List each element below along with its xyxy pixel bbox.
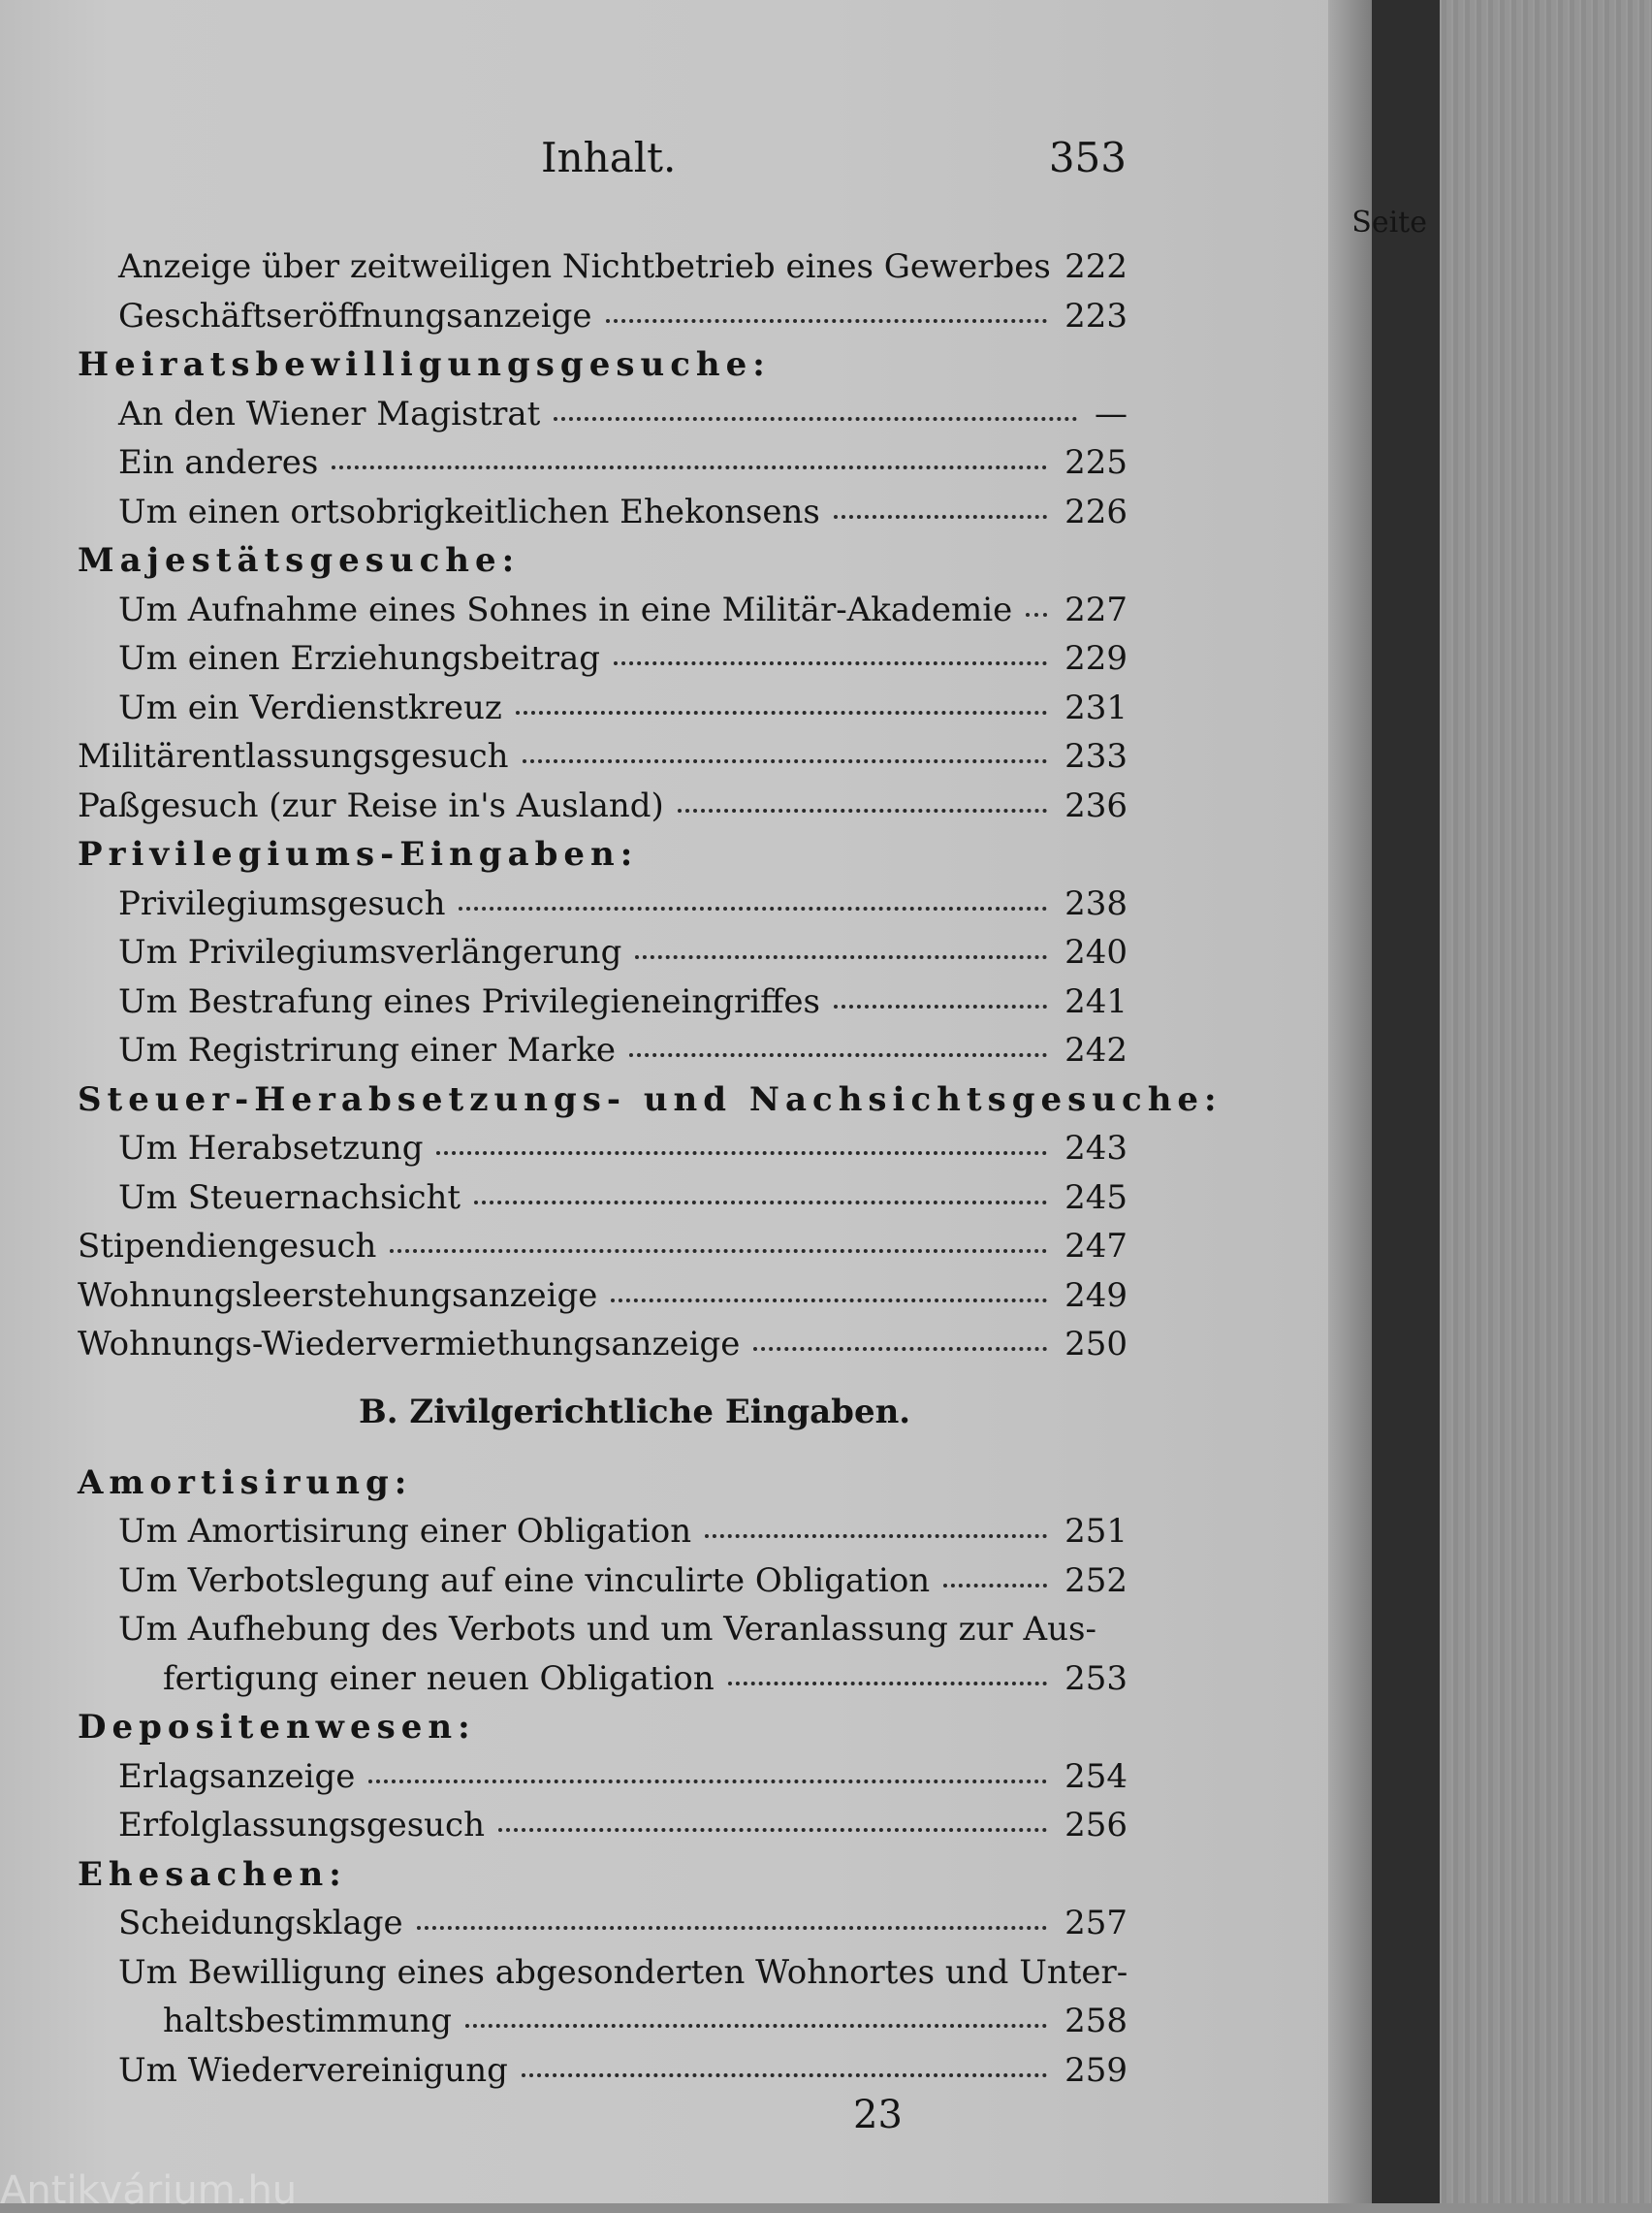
toc-page-number: 251: [1064, 1512, 1128, 1551]
dot-leader: [390, 1204, 1047, 1253]
toc-page-number: 247: [1064, 1227, 1128, 1266]
toc-entry-text: Scheidungsklage: [118, 1904, 403, 1942]
dot-leader: [332, 421, 1047, 469]
toc-page-number: 249: [1064, 1275, 1128, 1315]
toc-entry: [0, 292, 1352, 341]
watermark: Antikvárium.hu: [0, 2168, 298, 2213]
dot-leader: [728, 1637, 1047, 1685]
toc-entry: [0, 1026, 1352, 1075]
dot-leader: [753, 1302, 1047, 1351]
toc-entry-text: fertigung einer neuen Obligation: [163, 1658, 715, 1698]
toc-entry-text: Privilegiums-Eingaben:: [78, 835, 639, 874]
page-column-label: Seite: [1351, 206, 1427, 240]
toc-entry: [0, 1271, 1352, 1321]
dot-leader: [516, 666, 1047, 715]
page-header: [0, 134, 1352, 192]
toc-entry-text: Heiratsbewilligungsgesuche:: [78, 345, 771, 384]
section-heading: [0, 1369, 1352, 1459]
dot-leader: [523, 715, 1048, 763]
dot-leader: [606, 274, 1048, 323]
toc-page-number: 253: [1064, 1658, 1128, 1698]
toc-entry: [0, 1899, 1352, 1948]
toc-entry: [0, 1320, 1352, 1369]
toc-page-number: 245: [1064, 1177, 1128, 1217]
toc-entry-text: Um Registrirung einer Marke: [118, 1031, 617, 1070]
toc-entry: [0, 1556, 1352, 1606]
toc-entry-text: Um Aufnahme eines Sohnes in eine Militär-Akademie: [118, 590, 1013, 629]
toc-entry: [0, 928, 1352, 978]
toc-entry-text: Um Privilegiumsverlängerung: [118, 933, 622, 972]
dot-leader: [417, 1881, 1047, 1930]
toc-entry-text: Ein anderes: [118, 443, 319, 482]
toc-entry-text: Erfolglassungsgesuch: [118, 1806, 485, 1844]
dot-leader: [834, 470, 1047, 519]
toc-entry-text: Erlagsanzeige: [118, 1756, 356, 1796]
toc-entry-text: Steuer-Herabsetzungs- und Nachsichtsgesuche:: [78, 1079, 1223, 1119]
toc-page-number: 231: [1064, 688, 1128, 727]
dot-leader: [522, 2029, 1047, 2077]
toc-entry: [0, 1507, 1352, 1556]
toc-entry-text: Um Herabsetzung: [118, 1129, 424, 1168]
toc-category: [0, 536, 1352, 586]
toc-entry: [0, 1605, 1352, 1654]
toc-entry-text: Um Bestrafung eines Privilegieneingriffes: [118, 981, 820, 1021]
toc-entry: [0, 1654, 1352, 1704]
toc-entry-text: An den Wiener Magistrat: [118, 394, 541, 433]
dot-leader: [705, 1490, 1047, 1538]
toc-page-number: 256: [1064, 1806, 1128, 1844]
dot-leader: [498, 1783, 1047, 1832]
toc-page-number: 227: [1064, 590, 1128, 629]
toc-entry: [0, 782, 1352, 831]
toc-page-number: 229: [1064, 639, 1128, 678]
dot-leader: [436, 1106, 1047, 1155]
toc-entry-text: Wohnungs-Wiedervermiethungsanzeige: [78, 1325, 741, 1363]
dot-leader: [611, 1254, 1047, 1302]
toc-page-number: 240: [1064, 933, 1128, 972]
page-number: 353: [1048, 134, 1127, 181]
toc-entry-text: Ehesachen:: [78, 1854, 347, 1894]
toc-page-number: 236: [1064, 786, 1128, 825]
toc-page-number: 222: [1064, 247, 1128, 286]
toc-page-number: 242: [1064, 1031, 1128, 1070]
toc-page-number: 238: [1064, 883, 1128, 923]
toc-page-number: 250: [1064, 1325, 1128, 1363]
toc-entry-text: Anzeige über zeitweiligen Nichtbetrieb eines Gewerbes: [118, 247, 1051, 286]
toc-entry-text: Um ein Verdienstkreuz: [118, 688, 502, 727]
toc-page-number: 225: [1064, 443, 1128, 482]
table-of-contents: [0, 242, 1352, 2095]
toc-entry: [0, 732, 1352, 782]
toc-page-number: 223: [1064, 296, 1128, 336]
toc-page-number: 233: [1064, 737, 1128, 776]
toc-entry-text: Um Bewilligung eines abgesonderten Wohnortes und Unter-: [118, 1952, 1128, 1992]
toc-entry: [0, 438, 1352, 488]
toc-entry: [0, 1801, 1352, 1850]
toc-entry-text: Um einen Erziehungsbeitrag: [118, 639, 601, 678]
toc-entry-text: Wohnungsleerstehungsanzeige: [78, 1275, 598, 1315]
toc-page-number: 243: [1064, 1129, 1128, 1168]
dot-leader: [459, 862, 1047, 911]
toc-page-number: 252: [1064, 1560, 1128, 1600]
toc-entry-text: Depositenwesen:: [78, 1708, 476, 1747]
dot-leader: [943, 1539, 1047, 1588]
dot-leader: [474, 1156, 1047, 1204]
toc-page-number: 226: [1064, 492, 1128, 531]
toc-entry-text: Stipendiengesuch: [78, 1227, 377, 1266]
toc-entry-text: Majestätsgesuche:: [78, 541, 521, 580]
toc-entry-text: Um Wiedervereinigung: [118, 2050, 508, 2090]
toc-list-section-a: [0, 242, 1352, 1369]
toc-entry-text: Privilegiumsgesuch: [118, 883, 446, 923]
background-surface: [1440, 0, 1652, 2203]
dot-leader: [368, 1735, 1047, 1783]
toc-page-number: 259: [1064, 2050, 1128, 2090]
page-title: Inhalt.: [541, 134, 677, 181]
toc-entry-text: Um einen ortsobrigkeitlichen Ehekonsens: [118, 492, 820, 531]
toc-entry: [0, 2046, 1352, 2096]
book-binding: [1372, 0, 1440, 2203]
dot-leader: [635, 911, 1047, 959]
toc-entry: [0, 488, 1352, 537]
dot-leader: [629, 1009, 1047, 1057]
toc-entry-text: Um Steuernachsicht: [118, 1177, 461, 1217]
toc-entry-text: Um Aufhebung des Verbots und um Veranlassung zur Aus-: [118, 1610, 1096, 1649]
toc-entry-text: haltsbestimmung: [163, 2002, 453, 2040]
toc-list-section-b: [0, 1459, 1352, 2096]
dot-leader: [465, 1979, 1047, 2028]
toc-entry-text: Paßgesuch (zur Reise in's Ausland): [78, 786, 664, 825]
dot-leader: [554, 372, 1077, 421]
signature-mark: 23: [853, 2093, 903, 2137]
dot-leader: [1026, 568, 1047, 617]
toc-page-number: 257: [1064, 1904, 1128, 1942]
toc-entry-text: Amortisirung:: [78, 1462, 413, 1502]
toc-category: [0, 1459, 1352, 1508]
toc-page-number: 241: [1064, 981, 1128, 1021]
toc-entry-text: Geschäftseröffnungsanzeige: [118, 296, 592, 336]
toc-page-number: 258: [1064, 2002, 1128, 2040]
dot-leader: [678, 764, 1047, 813]
toc-entry-text: Militärentlassungsgesuch: [78, 737, 509, 776]
section-b-title: B. Zivilgerichtliche Eingaben.: [359, 1392, 911, 1431]
toc-page-number: —: [1095, 394, 1128, 433]
toc-page-number: 254: [1064, 1756, 1128, 1796]
dot-leader: [614, 617, 1047, 665]
toc-entry-text: Um Amortisirung einer Obligation: [118, 1512, 692, 1551]
toc-entry-text: Um Verbotslegung auf eine vinculirte Obligation: [118, 1560, 931, 1600]
dot-leader: [834, 960, 1047, 1009]
